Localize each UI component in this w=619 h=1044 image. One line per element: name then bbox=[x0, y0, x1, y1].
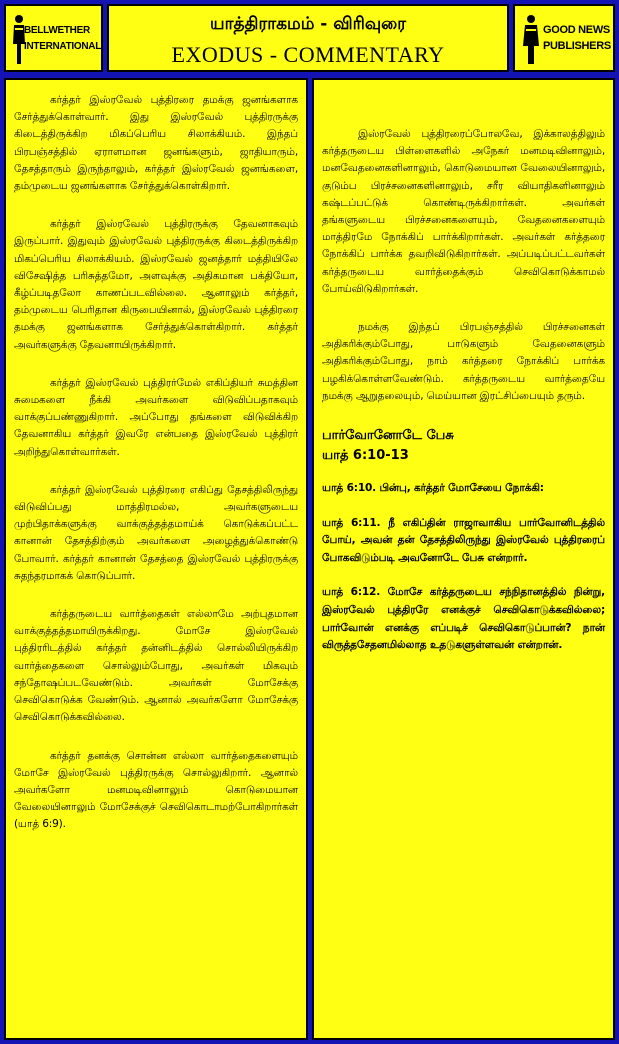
bellwether-logo-line1: BELLWETHER bbox=[24, 25, 90, 36]
bellwether-logo-line2: INTERNATIONAL bbox=[24, 41, 102, 52]
title-box bbox=[107, 4, 509, 72]
page-title-tamil: யாத்திராகமம் - விரிவுரை bbox=[210, 14, 406, 34]
left-column-text bbox=[14, 92, 298, 855]
left-paragraph-1: கர்த்தர் இஸ்ரவேல் புத்திரரை தமக்கு ஜனங்களாக சேர்த்துக்கொள்வார். இது இஸ்ரவேல் புத்திரருக்கு கிடைத்திருக்கிற மிகப்பெரிய சிலாக்கியம். இந்தப் பிரபஞ்சத்தில் ஏராளமான ஜனங்களும், ஜாதியாரும், தேசத்தாரும் இருந்தாலும், கர்த்தர் இஸ்ரவேல் ஜனங்களை, தம்முடைய ஜனங்களாக சேர்த்துக்கொள்கிறார். bbox=[14, 94, 298, 193]
left-paragraph-2: கர்த்தர் இஸ்ரவேல் புத்திரருக்கு தேவனாகவும் இருப்பார். இதுவும் இஸ்ரவேல் புத்திரருக்கு கிடைத்திருக்கிற மிகப்பெரிய சிலாக்கியம். இஸ்ரவேல் ஜனத்தார் மத்தியிலே விசேஷித்த பரிசுத்தமோ, அளவுக்கு அதிகமான பக்தியோ, கீழ்ப்படிதலோ காணப்படவில்லை. ஆனாலும் கர்த்தர், தம்முடைய பெரிதான கிருபையினால், இஸ்ரவேல் புத்திரரை தமக்கு ஜனங்களாக சேர்த்துக்கொள்கிறார். கர்த்தர் அவர்களுக்கு தேவனாயிருக்கிறார். bbox=[14, 218, 298, 351]
right-paragraph-2: நமக்கு இந்தப் பிரபஞ்சத்தில் பிரச்சனைகள் அதிகரிக்கும்போது, பாடுகளும் வேதனைகளும் அதிகரிக்கும்போது, நாம் கர்த்தரை நோக்கிப் பார்க்க பழகிக்கொள்ளவேண்டும். கர்த்தருடைய வார்த்தையே நமக்கு ஆறுதலையும், மெய்யான இரட்சிப்பையும் தரும். bbox=[322, 321, 605, 402]
right-paragraph-1: இஸ்ரவேல் புத்திரரைப்போலவே, இக்காலத்திலும் கர்த்தருடைய பிள்ளைகளில் அநேகர் மனமடிவினாலும், மனவேதனைகளினாலும், கொடுமையான வேலையினாலும், குடும்ப பிரச்சனைகளினாலும், சரீர வியாதிகளினாலும் கஷ்டப்பட்டுக் கொண்டிருக்கிறார்கள். அவர்கள் தங்களுடைய பிரச்சனைகளையும், வேதனைகளையும் மாத்திரமே நோக்கிப் பார்க்கிறார்கள். அவர்கள் கர்த்தரை நோக்கிப் பார்க்க தவறிவிடுகிறார்கள். அப்படிப்பட்டவர்கள் கர்த்தருடைய வார்த்தைக்கும் செவிகொடுக்காமல் போய்விடுகிறார்கள். bbox=[322, 128, 605, 295]
left-column bbox=[4, 78, 308, 1040]
section-heading-title: பார்வோனோடே பேசு bbox=[322, 428, 454, 444]
right-column-text bbox=[322, 126, 605, 672]
right-column bbox=[312, 78, 615, 1040]
left-paragraph-3: கர்த்தர் இஸ்ரவேல் புத்திரர்மேல் எகிப்தியர் சுமத்தின சுமைகளை நீக்கி அவர்களை விடுவிப்பதாகவும் வாக்குப்பண்ணுகிறார். அப்போது தங்களை விடுவிக்கிற தேவனாகிய கர்த்தர் இவரே என்பதை இஸ்ரவேல் புத்திரர் அறிந்துகொள்வார்கள். bbox=[14, 376, 298, 458]
section-heading bbox=[322, 426, 605, 466]
good-news-logo-box bbox=[513, 4, 615, 72]
good-news-logo-line1: GOOD NEWS bbox=[543, 24, 610, 36]
good-news-logo bbox=[521, 14, 611, 66]
page-title-english: EXODUS - COMMENTARY bbox=[171, 42, 445, 67]
bell-person-icon bbox=[521, 14, 541, 66]
good-news-logo-line2: PUBLISHERS bbox=[543, 40, 611, 52]
section-heading-reference: யாத் 6:10-13 bbox=[322, 448, 409, 464]
bellwether-logo bbox=[12, 14, 102, 66]
verse-6-10: யாத் 6:10. பின்பு, கர்த்தர் மோசேயை நோக்கி: bbox=[322, 482, 544, 495]
verse-6-12: யாத் 6:12. மோசே கர்த்தருடைய சந்நிதானத்தில் நின்று, இஸ்ரவேல் புத்திரரே எனக்குச் செவிகொடுக்கவில்லை; பார்வோன் எனக்கு எப்படிச் செவிகொடுப்பான்? நான் விருத்தசேதனமில்லாத உதடுகளுள்ளவன் என்றான். bbox=[322, 586, 605, 652]
bellwether-logo-box bbox=[4, 4, 103, 72]
left-paragraph-5: கர்த்தருடைய வார்த்தைகள் எல்லாமே அற்புதமான வாக்குத்தத்தமாயிருக்கிறது. மோசே இஸ்ரவேல் புத்திரரிடத்தில் கர்த்தர் தன்னிடத்தில் சொல்லியிருக்கிற வார்த்தைகளை சொல்லும்போது, அவர்கள் மிகவும் சந்தோஷப்படவேண்டும். அவர்கள் மோசேக்கு செவிகொடுக்க வேண்டும். ஆனால் அவர்களோ மோசேக்கு செவிகொடுக்கவில்லை. bbox=[14, 608, 298, 724]
left-paragraph-6: கர்த்தர் தனக்கு சொன்ன எல்லா வார்த்தைகளையும் மோசே இஸ்ரவேல் புத்திரருக்கு சொல்லுகிறார். ஆனால் அவர்களோ மனமடிவினாலும் கொடுமையான வேலையினாலும் மோசேக்குச் செவிகொடாமற்போகிறார்கள் (யாத் 6:9). bbox=[14, 749, 298, 831]
left-paragraph-4: கர்த்தர் இஸ்ரவேல் புத்திரரை எகிப்து தேசத்திலிருந்து விடுவிப்பது மாத்திரமல்ல, அவர்களுடைய முற்பிதாக்களுக்கு வாக்குத்தத்தமாய்க் கொடுக்கப்பட்ட கானான் தேசத்திற்கும் அவர்களை அழைத்துக்கொண்டு போவார். கர்த்தர் கானான் தேசத்தை இஸ்ரவேல் புத்திரருக்கு சுதந்தரமாகக் கொடுப்பார். bbox=[14, 483, 298, 582]
verse-6-11: யாத் 6:11. நீ எகிப்தின் ராஜாவாகிய பார்வோனிடத்தில் போய், அவன் தன் தேசத்திலிருந்து இஸ்ரவேல் புத்திரரைப் போகவிடும்படி அவனோடே பேசு என்றார். bbox=[322, 516, 605, 564]
